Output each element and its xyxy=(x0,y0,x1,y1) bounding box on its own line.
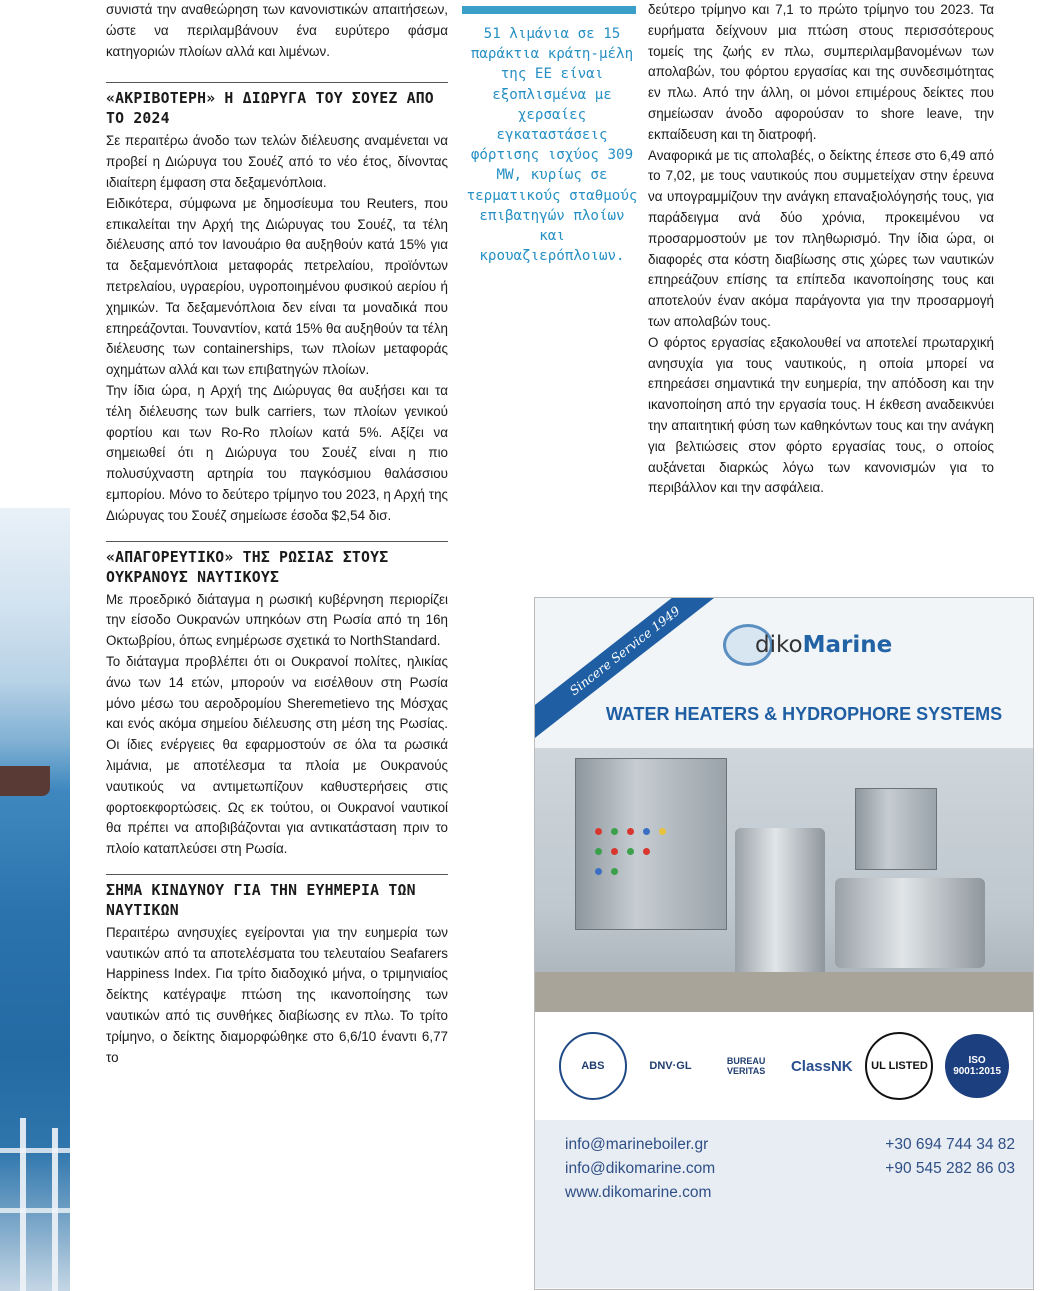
ship-rail xyxy=(0,1208,70,1213)
ad-header xyxy=(535,598,1033,748)
section-title: «ΑΚΡΙΒΟΤΕΡΗ» Η ΔΙΩΡΥΓΑ ΤΟΥ ΣΟΥΕΖ ΑΠΟ ΤΟ 2024 xyxy=(106,90,434,128)
ad-contact-info xyxy=(535,1120,1033,1288)
floor xyxy=(535,972,1033,1012)
indicator-light xyxy=(643,828,650,835)
section-divider xyxy=(106,541,448,542)
certification-logos xyxy=(535,1012,1033,1120)
section-seafarers xyxy=(106,874,448,1069)
ship-hull-image xyxy=(0,766,50,796)
indicator-light xyxy=(627,828,634,835)
sea-photo-strip xyxy=(0,508,70,1291)
indicator-light xyxy=(595,868,602,875)
ad-ribbon: Sincere Service 1949 xyxy=(534,597,735,741)
contact-phone-block xyxy=(885,1133,1015,1181)
paragraph: Με προεδρικό διάταγμα η ρωσική κυβέρνηση περιορίζει την είσοδο Ουκρανών υπηκόων στη Ρωσία από τη 16η Οκτωβρίου, όπως ενημέρωσε σχετικά το NorthStandard. xyxy=(106,591,448,649)
section-russia xyxy=(106,541,448,860)
right-article-column xyxy=(648,0,994,499)
indicator-light xyxy=(659,828,666,835)
brand-name xyxy=(755,632,892,658)
section-divider xyxy=(106,874,448,875)
bureau-veritas-certification-icon: BUREAU VERITAS xyxy=(726,1056,766,1076)
indicator-light xyxy=(643,848,650,855)
indicator-light xyxy=(627,848,634,855)
dikomarine-advertisement xyxy=(534,597,1034,1290)
indicator-light xyxy=(595,848,602,855)
paragraph: Το διάταγμα προβλέπει ότι οι Ουκρανοί πολίτες, ηλικίας άνω των 14 ετών, μπορούν να εισέλθουν στη Ρωσία μόνο μέσω του αεροδρομίου Sheremetievo της Μόσχας και ενός ακόμα σημείου διέλευσης στη μέση της Ρωσίας. Οι ίδιες ενέργειες θα εφαρμοστούν σε όλα τα ρωσικά λιμάνια, με αποτέλεσμα τα πλοία με Ουκρανούς ναυτικούς να αντιμετωπίζουν καθυστερήσεις στις φορτοεκφορτώσεις. Ως εκ τούτου, οι Ουκρανοί ναυτικοί θα πρέπει να αποβιβάζονται για αντικατάσταση πριν το πλοίο καταπλεύσει στη Ρωσία. xyxy=(106,653,448,857)
control-cabinet xyxy=(575,758,727,930)
email-link[interactable]: info@dikomarine.com xyxy=(565,1160,716,1177)
pull-quote-rule xyxy=(462,6,636,14)
paragraph: Αναφορικά με τις απολαβές, ο δείκτης έπεσε στο 6,49 από το 7,02, με τους ναυτικούς που συμμετείχαν στην έρευνα να υπογραμμίζουν την ανάγκη επαναξιολόγησής τους, για παράδειγμα ανά δύο χρόνια, προκειμένου να προσαρμοστούν με τον πληθωρισμό. Την ίδια ώρα, οι διαφορές στα κόστη διαβίωσης στις χώρες των ναυτικών επηρεάζουν επίσης τα επίπεδα ικανοποίησης τους και αποτελούν έναν ακόμα παράγοντα για την προσαρμογή των απολαβών τους. xyxy=(648,147,994,329)
ship-rail xyxy=(0,1148,70,1153)
paragraph: Ειδικότερα, σύμφωνα με δημοσίευμα του Reuters, που επικαλείται την Αρχή της Διώρυγας του Σουέζ, τα τέλη διέλευσης από τον Ιανουάριο θα αυξηθούν κατά 15% για τα δεξαμενόπλοια μεταφοράς πετρελαίου, προϊόντων πετρελαίου, υγραερίου, υγροποιημένου φυσικού αερίου ή χημικών. Τα δεξαμενόπλοια δεν είναι τα μοναδικά που επηρεάζονται. Τουναντίον, κατά 15% θα αυξηθούν τα τέλη διέλευσης των containerships, των πλοίων μεταφοράς οχημάτων αλλά και των επιβατηγών πλοίων. xyxy=(106,195,448,378)
dnv-gl-certification-icon: DNV·GL xyxy=(649,1060,692,1072)
contact-web-block xyxy=(565,1133,715,1205)
brand-logo xyxy=(723,624,892,666)
email-link[interactable]: info@marineboiler.gr xyxy=(565,1136,709,1153)
paragraph: Ο φόρτος εργασίας εξακολουθεί να αποτελεί πρωταρχική ανησυχία για τους ναυτικούς, η οποία μπορεί να επηρεάσει σημαντικά την ευημερία, την απόδοση και την ικανοποίηση από την εργασία τους. Η έκθεση αναδεικνύει την απαιτητική φύση των καθηκόντων τους και την ανάγκη για βελτιώσεις στον φόρτο εργασίας τους, ο οποίος αυξάνεται διαρκώς λόγω των κανονισμών για το περιβάλλον και την ασφάλεια. xyxy=(648,334,994,496)
phone-number[interactable]: +30 694 744 34 82 xyxy=(885,1136,1015,1153)
brand-suffix: Marine xyxy=(802,632,893,658)
ul-listed-certification-icon: UL LISTED xyxy=(865,1032,933,1100)
classnk-certification-icon: ClassNK xyxy=(790,1057,853,1075)
website-link[interactable]: www.dikomarine.com xyxy=(565,1184,712,1201)
abs-certification-icon: ABS xyxy=(559,1032,627,1100)
paragraph: Σε περαιτέρω άνοδο των τελών διέλευσης αναμένεται να προβεί η Διώρυγα του Σουέζ από το νέο έτος, δίνοντας ιδιαίτερη έμφαση στα δεξαμενόπλοια. xyxy=(106,133,448,190)
rail-post xyxy=(20,1118,26,1291)
paragraph: Την ίδια ώρα, η Αρχή της Διώρυγας θα αυξήσει και τα τέλη διέλευσης των bulk carriers, των πλοίων γενικού φορτίου και των Ro-Ro πλοίων κατά 5%. Αξίζει να σημειωθεί ότι η Διώρυγα του Σουέζ είναι η πιο πολυσύχναστη αρτηρία του παγκόσμιου θαλάσσιου εμπορίου. Μόνο το δεύτερο τρίμηνο του 2023, η Αρχή της Διώρυγας του Σουέζ σημείωσε έσοδα $2,54 δισ. xyxy=(106,382,448,523)
boiler-tank xyxy=(735,828,825,988)
indicator-light xyxy=(611,848,618,855)
pull-quote-box xyxy=(462,0,640,266)
left-article-column xyxy=(106,0,448,1068)
control-cabinet xyxy=(855,788,937,870)
section-suez xyxy=(106,82,448,526)
brand-prefix: diko xyxy=(755,632,803,658)
pull-quote: 51 λιμάνια σε 15 παράκτια κράτη-μέλη της ΕΕ είναι εξοπλισμένα με χερσαίες εγκαταστάσεις φόρτισης ισχύος 309 MW, κυρίως σε τερματικούς σταθμούς επιβατηγών πλοίων και κρουαζιερόπλοιων. xyxy=(466,26,638,265)
equipment-photo xyxy=(535,748,1033,1012)
paragraph: Περαιτέρω ανησυχίες εγείρονται για την ευημερία των ναυτικών από τα αποτελέσματα του τελευταίου Seafarers Happiness Index. Για τρίτο διαδοχικό μήνα, ο τριμηνιαίος δείκτης κατέγραψε πτώση της ικανοποίησης των ναυτικών από τις συνθήκες διαβίωσης εν πλω. Το τρίτο τρίμηνο, ο δείκτης διαμορφώθηκε στο 6,6/10 έναντι 6,77 το xyxy=(106,924,448,1065)
iso-certification-icon: ISO 9001:2015 xyxy=(945,1034,1009,1098)
indicator-light xyxy=(611,868,618,875)
paragraph: δεύτερο τρίμηνο και 7,1 το πρώτο τρίμηνο του 2023. Τα ευρήματα δείχνουν μια πτώση στους περισσότερους τομείς της ζωής εν πλω, συμπεριλαμβανομένων των απολαβών, του φόρτου εργασίας και της συνδεσιμότητας εν πλω. Από την άλλη, οι μόνοι επιμέρους δείκτες που σημείωσαν άνοδο αφορούσαν το shore leave, την εκπαίδευση και τη διατροφή. xyxy=(648,2,994,142)
rail-post xyxy=(52,1128,58,1291)
hydrophore-pumps xyxy=(835,878,985,968)
ad-headline: WATER HEATERS & HYDROPHORE SYSTEMS xyxy=(605,704,1003,724)
section-title: «ΑΠΑΓΟΡΕΥΤΙΚΟ» ΤΗΣ ΡΩΣΙΑΣ ΣΤΟΥΣ ΟΥΚΡΑΝΟΥΣ ΝΑΥΤΙΚΟΥΣ xyxy=(106,548,389,586)
intro-paragraph: συνιστά την αναθεώρηση των κανονιστικών απαιτήσεων, ώστε να περιλαμβάνουν ένα ευρύτερο φάσμα κατηγοριών πλοίων αλλά και λιμένων. xyxy=(106,2,448,59)
section-title: ΣΗΜΑ ΚΙΝΔΥΝΟΥ ΓΙΑ ΤΗΝ ΕΥΗΜΕΡΙΑ ΤΩΝ ΝΑΥΤΙΚΩΝ xyxy=(106,881,416,919)
indicator-light xyxy=(595,828,602,835)
indicator-light xyxy=(611,828,618,835)
section-divider xyxy=(106,82,448,83)
phone-number[interactable]: +90 545 282 86 03 xyxy=(885,1160,1015,1177)
